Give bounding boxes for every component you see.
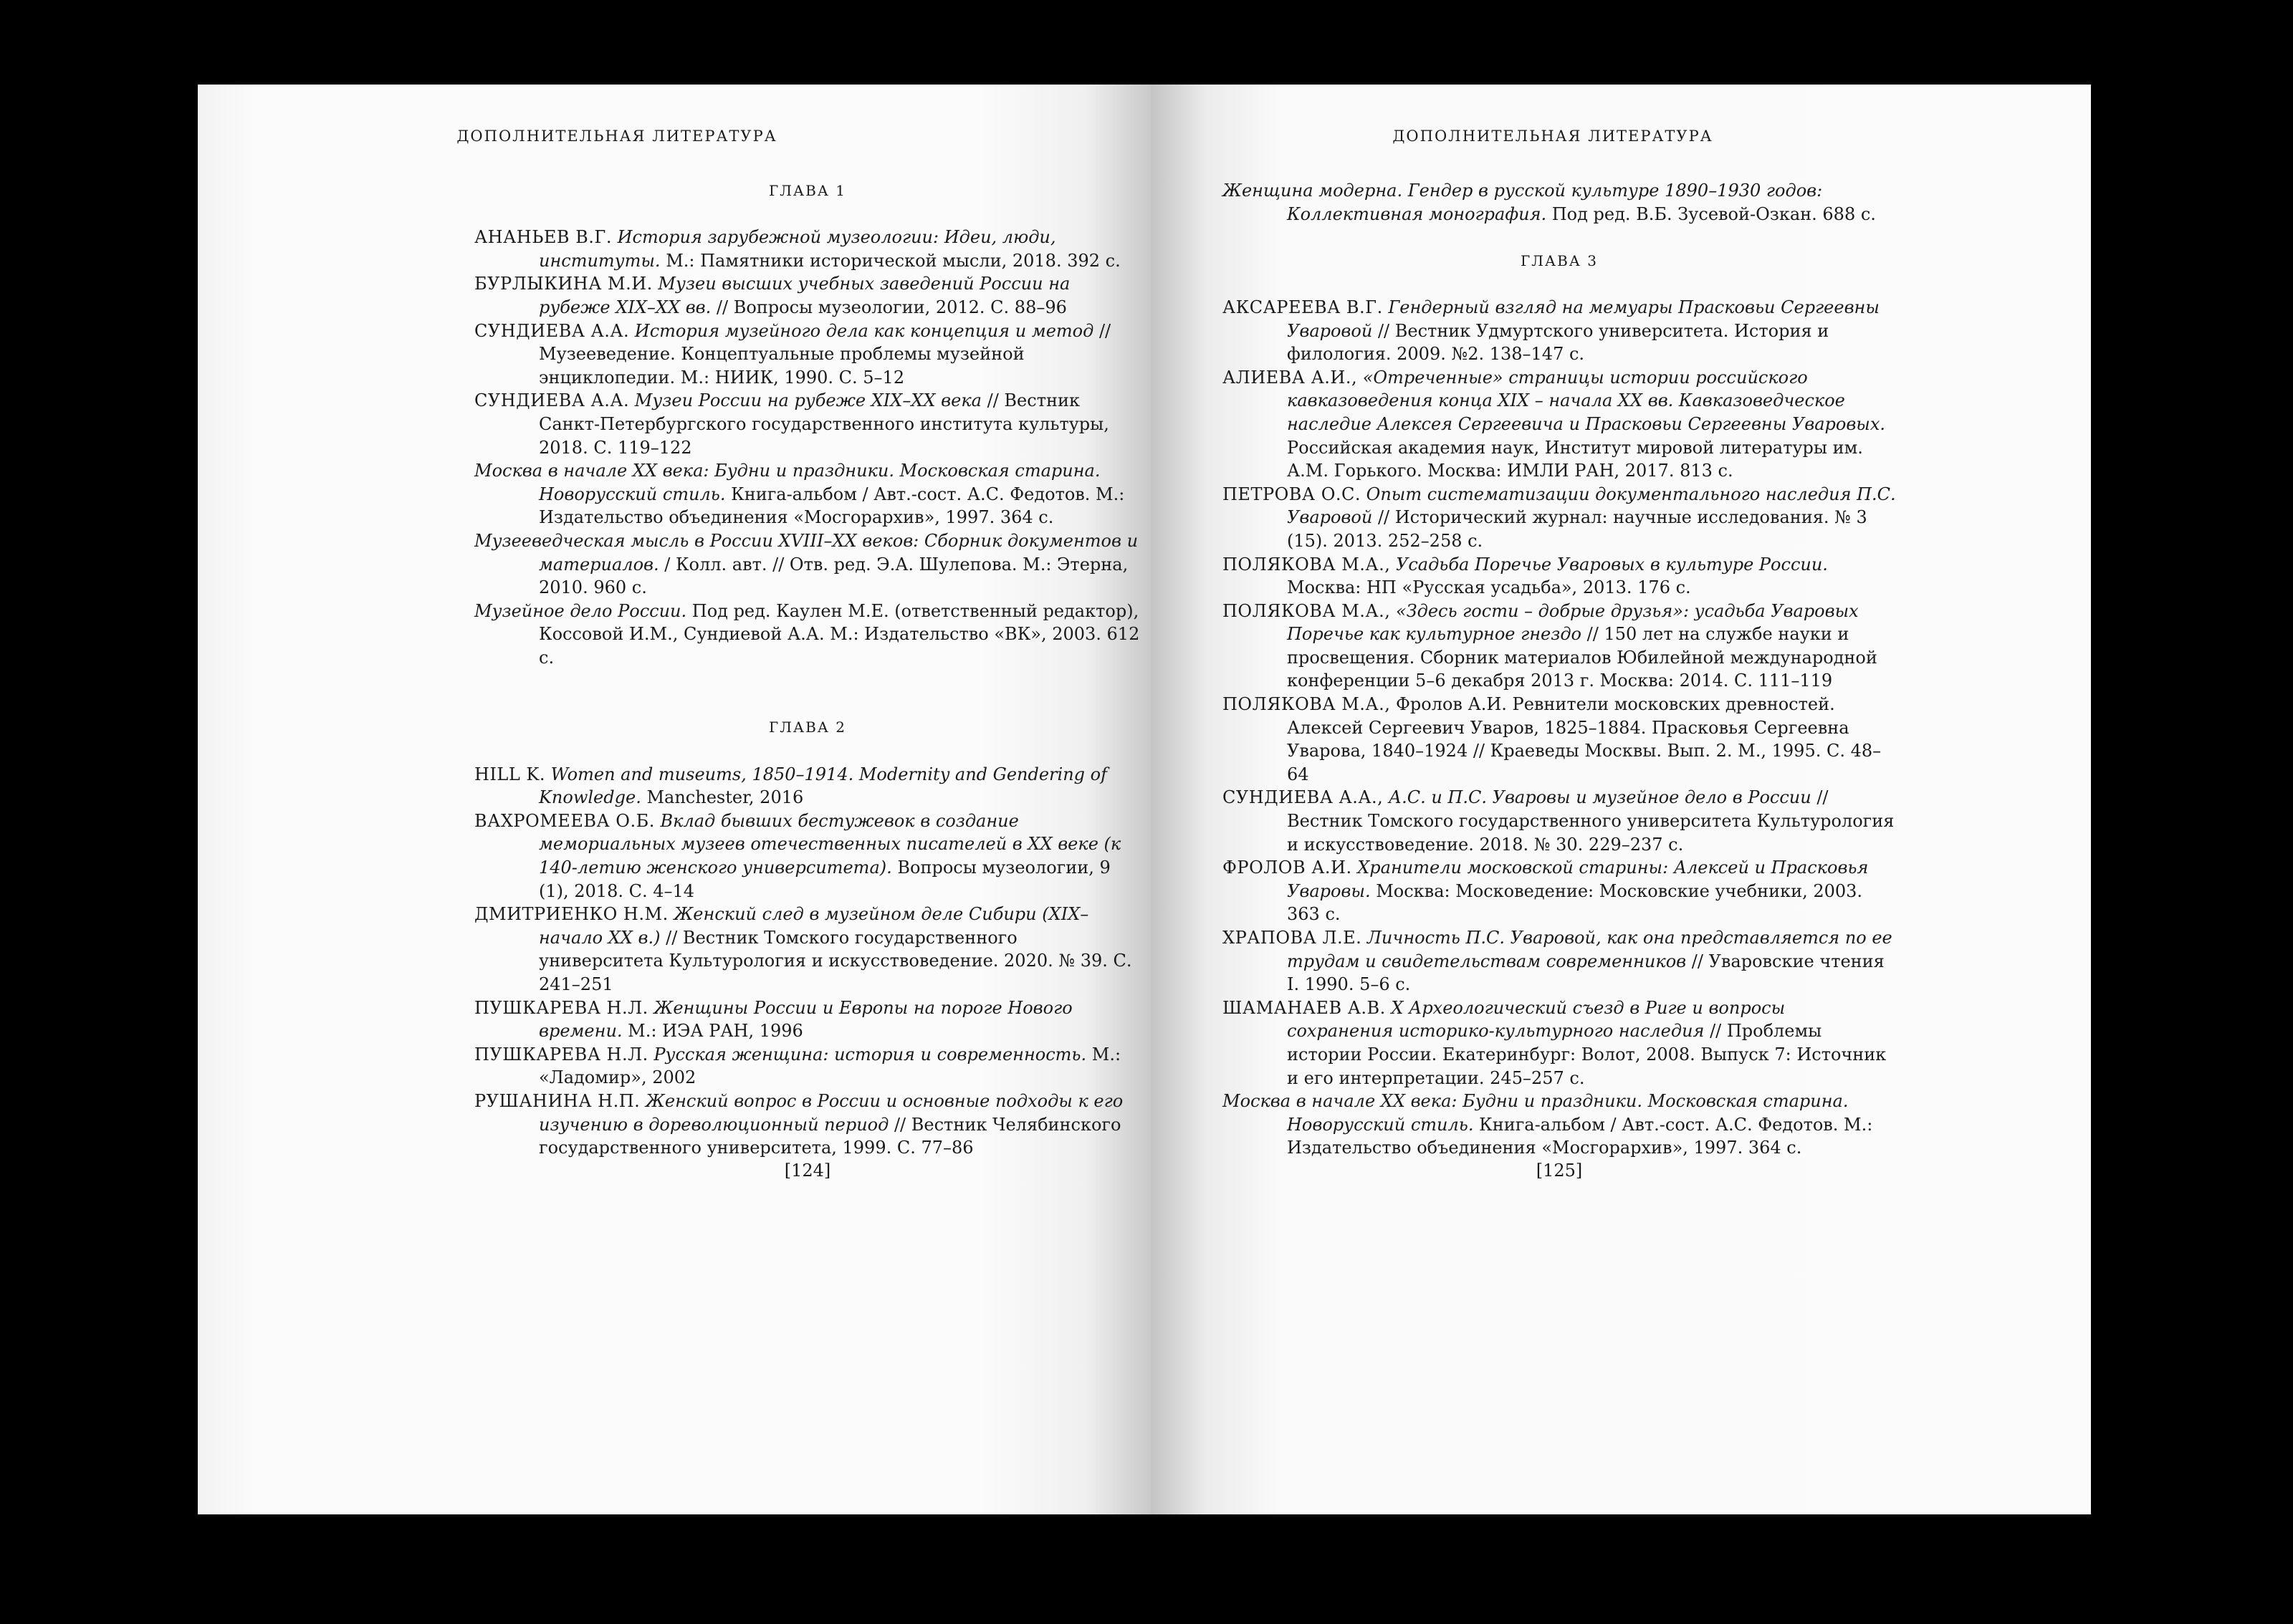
bibliography-entry <box>1222 693 1896 786</box>
entry-title: «Отреченные» страницы истории российского кавказоведения конца XIX – начала XX вв. Кавказоведческое наследие Алексея Сергеевича и Прасковьи Сергеевны Уваровых. <box>1287 367 1886 434</box>
entry-title: Женский вопрос в России и основные подходы к его изучению в дореволюционный период <box>539 1090 1124 1135</box>
running-head: ДОПОЛНИТЕЛЬНАЯ ЛИТЕРАТУРА <box>456 128 777 145</box>
entry-title: Усадьба Поречье Уваровых в культуре России. <box>1395 554 1828 575</box>
entry-details: // Проблемы истории России. Екатеринбург: Волот, 2008. Выпуск 7: Источник и его интерпретации. 245–257 с. <box>1287 1021 1887 1088</box>
entry-author: СУНДИЕВА А.А. <box>474 320 630 341</box>
entry-details: // Вопросы музеологии, 2012. С. 88–96 <box>716 297 1067 317</box>
entry-author: АЛИЕВА А.И., <box>1222 367 1358 388</box>
bibliography-column <box>1222 179 1896 1160</box>
entry-details: // 150 лет на службе науки и просвещения. Сборник материалов Юбилейной международной конференции 5–6 декабря 2013 г. Москва: 2014. С. 111–119 <box>1287 624 1877 691</box>
bibliography-entry <box>1222 179 1896 226</box>
entry-details: // Вестник Санкт-Петербургского государственного института культуры, 2018. С. 119–122 <box>539 390 1109 458</box>
entry-details: / Колл. авт. // Отв. ред. Э.А. Шулепова. М.: Этерна, 2010. 960 с. <box>539 554 1129 598</box>
entry-details: М.: «Ладомир», 2002 <box>539 1044 1121 1088</box>
entry-list <box>1222 296 1896 1160</box>
bibliography-entry <box>1222 926 1896 996</box>
entry-details: // Вестник Удмуртского университета. История и филология. 2009. №2. 138–147 с. <box>1287 320 1829 365</box>
bibliography-entry <box>474 1090 1141 1160</box>
bibliography-entry <box>474 996 1141 1043</box>
bibliography-entry <box>474 600 1141 670</box>
bibliography-entry <box>474 319 1141 390</box>
entry-details: Книга-альбом / Авт.-сост. А.С. Федотов. М.: Издательство объединения «Мосгорархив», 1997. 364 с. <box>539 484 1125 528</box>
entry-title: Women and museums, 1850–1914. Modernity and Gendering of Knowledge. <box>539 764 1107 808</box>
bibliography-entry <box>474 763 1141 809</box>
entry-author: ПУШКАРЕВА Н.Л. <box>474 997 648 1018</box>
entry-author: ПЕТРОВА О.С. <box>1222 484 1361 504</box>
bibliography-entry <box>474 1043 1141 1090</box>
page-number: [125] <box>1536 1161 1583 1181</box>
bibliography-entry <box>1222 366 1896 483</box>
entry-title: А.С. и П.С. Уваровы и музейное дело в России <box>1388 787 1811 808</box>
entry-title: Опыт систематизации документального наследия П.С. Уваровой <box>1287 484 1896 528</box>
entry-author: РУШАНИНА Н.П. <box>474 1090 641 1111</box>
entry-title: Москва в начале XX века: Будни и праздники. Московская старина. Новорусский стиль. <box>474 461 1101 504</box>
bibliography-entry <box>1222 856 1896 926</box>
bibliography-entry <box>474 903 1141 996</box>
entry-author: ПОЛЯКОВА М.А., <box>1222 554 1391 575</box>
entry-title: Женщины России и Европы на пороге Нового времени. <box>539 997 1073 1042</box>
right-page <box>1151 85 2091 1514</box>
bibliography-entry <box>474 459 1141 529</box>
entry-details: Под ред. Каулен М.Е. (ответственный редактор), Коссовой И.М., Сундиевой А.А. М.: Издательство «ВК», 2003. 612 с. <box>539 600 1140 668</box>
entry-details: М.: ИЭА РАН, 1996 <box>628 1021 803 1042</box>
entry-title: X Археологический съезд в Риге и вопросы сохранения историко-культурного наследия <box>1287 997 1786 1042</box>
bibliography-entry <box>474 809 1141 903</box>
chapter-heading: ГЛАВА 2 <box>768 719 846 736</box>
entry-details: Москва: Московедение: Московские учебники, 2003. 363 с. <box>1287 880 1863 925</box>
entry-details: // Музееведение. Концептуальные проблемы музейной энциклопедии. М.: НИИК, 1990. С. 5–12 <box>539 320 1111 388</box>
bibliography-entry <box>1222 600 1896 693</box>
entry-title: Русская женщина: история и современность. <box>654 1044 1087 1065</box>
entry-list <box>1222 179 1896 226</box>
entry-title: Хранители московской старины: Алексей и Прасковья Уваровы. <box>1287 857 1869 901</box>
entry-details: Под ред. В.Б. Зусевой-Озкан. 688 с. <box>1551 203 1876 224</box>
entry-title: Женщина модерна. Гендер в русской культуре 1890–1930 годов: Коллективная монография. <box>1222 181 1823 224</box>
entry-author: ВАХРОМЕЕВА О.Б. <box>474 810 655 831</box>
left-page <box>198 85 1151 1514</box>
entry-author: ФРОЛОВ А.И. <box>1222 857 1352 878</box>
entry-author: HILL K. <box>474 764 545 784</box>
running-head: ДОПОЛНИТЕЛЬНАЯ ЛИТЕРАТУРА <box>1392 128 1713 145</box>
bibliography-entry <box>474 272 1141 319</box>
entry-list <box>474 226 1141 669</box>
entry-title: История музейного дела как концепция и метод <box>634 320 1094 341</box>
entry-author: СУНДИЕВА А.А., <box>1222 787 1384 808</box>
entry-author: АНАНЬЕВ В.Г. <box>474 227 612 248</box>
bibliography-entry <box>1222 786 1896 856</box>
entry-details: Книга-альбом / Авт.-сост. А.С. Федотов. М.: Издательство объединения «Мосгорархив», 1997. 364 с. <box>1287 1114 1873 1158</box>
entry-details: Manchester, 2016 <box>646 787 804 808</box>
entry-title: Москва в начале XX века: Будни и праздники. Московская старина. Новорусский стиль. <box>1222 1091 1849 1135</box>
entry-author: СУНДИЕВА А.А. <box>474 390 630 411</box>
entry-title: Музейное дело России. <box>474 600 687 621</box>
entry-details: // Вестник Томского государственного университета Культурология и искусствоведение. 2020. № 39. С. 241–251 <box>539 927 1132 994</box>
entry-author: ПУШКАРЕВА Н.Л. <box>474 1044 648 1065</box>
entry-author: АКСАРЕЕВА В.Г. <box>1222 297 1383 317</box>
bibliography-entry <box>1222 553 1896 600</box>
entry-title: Гендерный взгляд на мемуары Прасковьи Сергеевны Уваровой <box>1287 297 1880 341</box>
bibliography-entry <box>1222 483 1896 553</box>
entry-details: Москва: НП «Русская усадьба», 2013. 176 с. <box>1287 577 1691 598</box>
entry-title: История зарубежной музеологии: Идеи, люди, институты. <box>539 227 1056 271</box>
entry-author: ПОЛЯКОВА М.А., <box>1222 600 1391 621</box>
bibliography-entry <box>1222 296 1896 366</box>
page-number: [124] <box>784 1161 831 1181</box>
entry-details: // Вестник Томского государственного университета Культурология и искусствоведение. 2018. № 30. 229–237 с. <box>1287 787 1895 855</box>
bibliography-entry <box>474 389 1141 459</box>
bibliography-entry <box>1222 996 1896 1090</box>
entry-details: Российская академия наук, Институт мировой литературы им. А.М. Горького. Москва: ИМЛИ РАН, 2017. 813 с. <box>1287 437 1863 481</box>
entry-author: ШАМАНАЕВ А.В. <box>1222 997 1386 1018</box>
entry-author: ПОЛЯКОВА М.А., <box>1222 694 1391 715</box>
entry-details: Вопросы музеологии, 9 (1), 2018. С. 4–14 <box>539 857 1111 901</box>
entry-title: Женский след в музейном деле Сибири (XIX–начало XX в.) <box>539 904 1089 948</box>
entry-details: Фролов А.И. Ревнители московских древностей. Алексей Сергеевич Уваров, 1825–1884. Прасковья Сергеевна Уварова, 1840–1924 // Краеведы Москвы. Вып. 2. М., 1995. С. 48–64 <box>1287 694 1882 784</box>
entry-title: Музеи высших учебных заведений России на рубеже XIX–XX вв. <box>539 274 1071 317</box>
entry-details: // Уваровские чтения I. 1990. 5–6 с. <box>1287 951 1885 995</box>
bibliography-entry <box>474 226 1141 272</box>
entry-title: Личность П.С. Уваровой, как она представляется по ее трудам и свидетельствам современников <box>1287 928 1892 971</box>
entry-details: // Исторический журнал: научные исследования. № 3 (15). 2013. 252–258 с. <box>1287 507 1867 551</box>
chapter-heading: ГЛАВА 3 <box>1520 251 1598 269</box>
entry-title: «Здесь гости – добрые друзья»: усадьба Уваровых Поречье как культурное гнездо <box>1287 600 1859 645</box>
entry-author: ДМИТРИЕНКО Н.М. <box>474 904 669 925</box>
entry-title: Вклад бывших бестужевок в создание мемориальных музеев отечественных писателей в XX веке (к 140-летию женского университета). <box>539 810 1121 878</box>
entry-details: // Вестник Челябинского государственного университета, 1999. С. 77–86 <box>539 1114 1121 1158</box>
entry-title: Музееведческая мысль в России XVIII–XX веков: Сборник документов и материалов. <box>474 530 1139 575</box>
bibliography-entry <box>474 529 1141 600</box>
bibliography-entry <box>1222 1090 1896 1160</box>
entry-title: Музеи России на рубеже XIX–XX века <box>634 390 982 411</box>
entry-author: БУРЛЫКИНА М.И. <box>474 274 653 294</box>
entry-author: ХРАПОВА Л.Е. <box>1222 928 1362 948</box>
bibliography-column <box>474 179 1141 1160</box>
entry-details: М.: Памятники исторической мысли, 2018. 392 с. <box>666 250 1121 271</box>
chapter-heading: ГЛАВА 1 <box>768 182 846 199</box>
entry-list <box>474 763 1141 1160</box>
